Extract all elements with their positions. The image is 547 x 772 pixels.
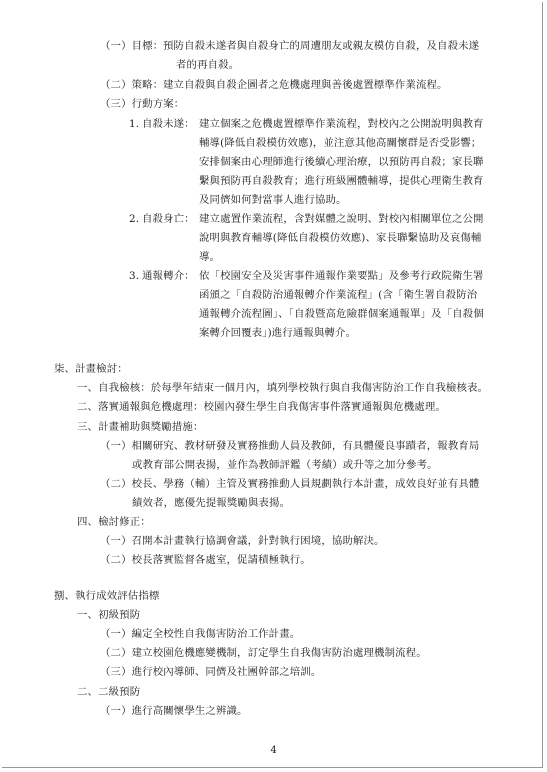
secondary-prevention-heading: 二、二級預防	[77, 686, 141, 698]
review-revise-item: 四、檢討修正：	[77, 516, 151, 528]
secondary-prevention-item: （一）進行高關懷學生之辨識。	[100, 705, 248, 717]
goal-text-line2: 者的再自殺。	[176, 59, 240, 71]
reward-sub2-line1: （二）校長、學務（輔）主管及實務推動人員規劃執行本計畫，成效良好並有具體	[100, 478, 480, 490]
goal-label: （一）目標：	[100, 40, 164, 52]
review-sub1: （一）召開本計畫執行協調會議，針對執行困境，協助解決。	[100, 535, 385, 547]
action-item-title: 自殺未遂：	[142, 118, 195, 130]
reward-sub2-line2: 績效者，應優先提報獎勵與表揚。	[132, 497, 291, 509]
action-item-line: 繫與預防再自殺教育；進行班級團體輔導，提供心理衛生教育	[199, 175, 484, 187]
section7-heading: 柒、計畫檢討：	[54, 363, 128, 375]
subsidy-reward-item: 三、計畫補助與獎勵措施：	[77, 421, 204, 433]
primary-prevention-item: （一）編定全校性自我傷害防治工作計畫。	[100, 628, 301, 640]
action-item-line: 輔導(降低自殺模仿效應)，並注意其他高關懷群是否受影響；	[199, 137, 482, 149]
primary-prevention-heading: 一、初級預防	[77, 609, 141, 621]
action-plan-label: （三）行動方案：	[100, 98, 185, 110]
action-item-line: 案轉介回覆表」)進行通報與轉介。	[199, 327, 357, 339]
primary-prevention-item: （三）進行校內導師、同儕及社團幹部之培訓。	[100, 666, 322, 678]
primary-prevention-item: （二）建立校園危機應變機制，訂定學生自我傷害防治處理機制流程。	[100, 647, 427, 659]
action-item-line: 安排個案由心理師進行後續心理治療，以預防再自殺；家長聯	[199, 156, 484, 168]
action-item-line: 說明與教育輔導(降低自殺模仿效應)、家長聯繫協助及哀傷輔	[199, 232, 482, 244]
crisis-report-item: 二、落實通報與危機處理：校園內發生學生自我傷害事件落實通報與危機處理。	[77, 401, 446, 413]
review-sub2: （二）校長落實監督各處室，促請積極執行。	[100, 554, 311, 566]
action-item-title: 自殺身亡：	[142, 213, 195, 225]
action-item-number: 1.	[129, 118, 140, 130]
goal-text-line1: 預防自殺未遂者與自殺身亡的周遭朋友或親友模仿自殺，及自殺未遂	[163, 40, 480, 52]
reward-sub1-line2: 或教育部公開表揚，並作為教師評鑑（考績）或升等之加分參考。	[132, 459, 438, 471]
action-item-line: 導。	[199, 251, 221, 263]
action-item-line: 函頒之「自殺防治通報轉介作業流程」(含「衛生署自殺防治	[199, 289, 478, 301]
action-item-line: 及同儕如何對當事人進行協助。	[199, 194, 347, 206]
reward-sub1-line1: （一）相關研究、教材研發及實務推動人員及教師，有具體優良事蹟者，報教育局	[100, 440, 480, 452]
action-item-number: 3.	[129, 270, 140, 282]
action-item-line: 建立處置作業流程，含對媒體之說明、對校內相關單位之公開	[199, 213, 484, 225]
section8-heading: 捌、執行成效評估指標	[54, 590, 160, 602]
action-item-line: 建立個案之危機處置標準作業流程，對校內之公開說明與教育	[199, 118, 484, 130]
strategy-label: （二）策略：	[100, 79, 164, 91]
page-number: 4	[270, 745, 277, 756]
strategy-text: 建立自殺與自殺企圖者之危機處理與善後處置標準作業流程。	[163, 79, 448, 91]
self-check-item: 一、自我檢核：於每學年結束一個月內，填列學校執行與自我傷害防治工作自我檢核表。	[77, 382, 489, 394]
action-item-line: 通報轉介流程圖」、「自殺暨高危險群個案通報單」及「自殺個	[199, 308, 484, 320]
action-item-line: 依「校園安全及災害事件通報作業要點」及參考行政院衛生署	[199, 270, 484, 282]
action-item-number: 2.	[129, 213, 140, 225]
action-item-title: 通報轉介：	[142, 270, 195, 282]
